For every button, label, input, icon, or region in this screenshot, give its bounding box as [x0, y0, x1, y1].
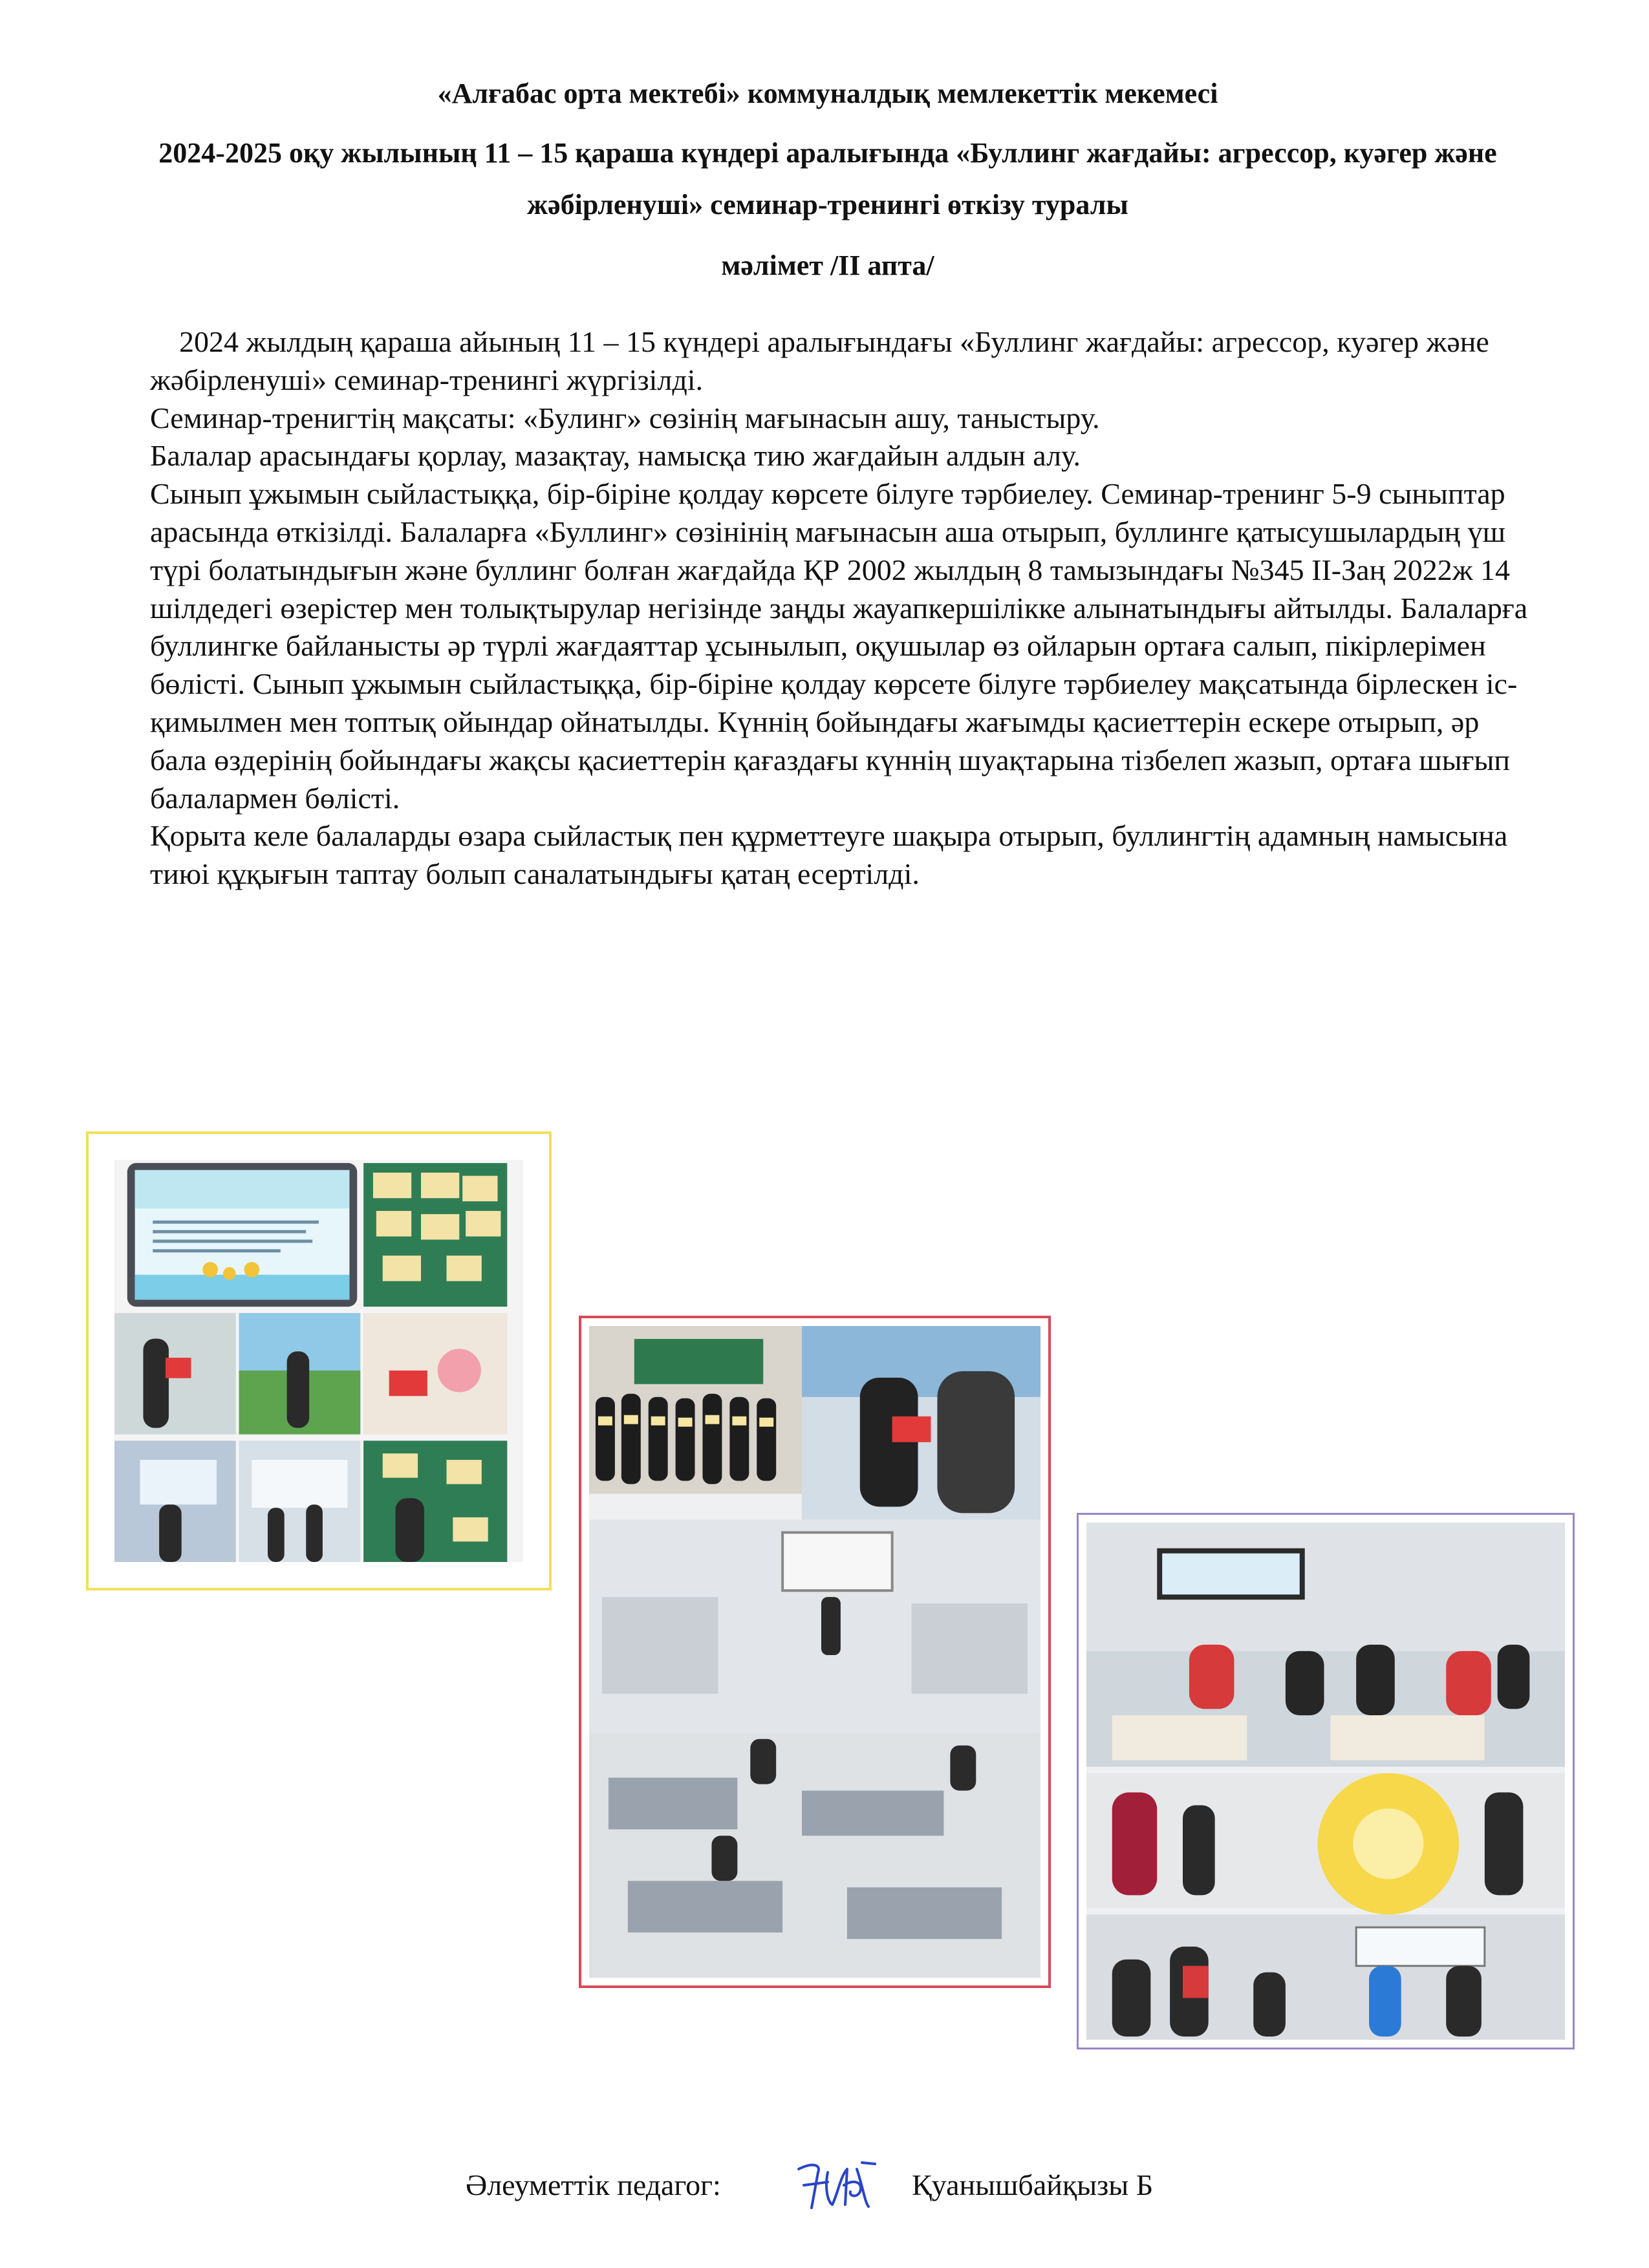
document-body	[150, 323, 1534, 893]
school-name: «Алғабас орта мектебі» коммуналдық мемлекеттік мекемесі	[437, 78, 1218, 109]
paragraph-conclusion: Қорыта келе балаларды өзара сыйластық пен құрметтеуге шақыра отырып, буллингтің адамның намысына тиюі құқығын таптау болып саналатындығы қатаң есертілді.	[150, 819, 1508, 891]
signatory-role: Әлеуметтік педагог:	[466, 2168, 721, 2201]
paragraph-goal: Семинар-тренигтің мақсаты: «Булинг» сөзінің мағынасын ашу, таныстыру.	[150, 401, 1100, 434]
signature-block	[466, 2156, 1306, 2214]
signatory-name: Қуанышбайқызы Б	[912, 2168, 1154, 2201]
collage-3-image	[1086, 1523, 1565, 2040]
paragraph-main: Сынып ұжымын сыйластыққа, бір-біріне қолдау көрсете білуге тәрбиелеу. Семинар-тренинг 5-9 сыныптар арасында өткізілді. Балаларға «Буллинг» сөзінінің мағынасын аша отырып, буллинге қатысушылардың үш түрі болатындығын және буллинг болған жағдайда ҚР 2002 жылдың 8 тамызындағы №345 II-Заң 2022ж 14 шілдедегі өзерістер мен толықтырулар негізінде заңды жауапкершілікке алынатындығы айтылды. Балаларға буллингке байланысты әр түрлі жағдаяттар ұсынылып, оқушылар өз ойларын ортаға салып, пікірлерімен бөлісті. Сынып ұжымын сыйластыққа, бір-біріне қолдау көрсете білуге тәрбиелеу мақсатында бірлескен іс-қимылмен мен топтық ойындар ойнатылды. Күннің бойындағы жағымды қасиеттерін ескере отырып, әр бала өздерінің бойындағы жақсы қасиеттерін қағаздағы күннің шуақтарына тізбелеп жазып, ортаға шығып балалармен бөлісті.	[150, 477, 1528, 815]
collage-2-image	[589, 1326, 1040, 1978]
collage-1-image	[114, 1160, 523, 1562]
document-subtitle: мәлімет /II апта/	[721, 250, 934, 281]
photo-collage-seminar	[86, 1131, 552, 1590]
paragraph-prevention: Балалар арасындағы қорлау, мазақтау, намысқа тию жағдайын алдын алу.	[150, 439, 1081, 473]
photo-collage-classroom-2	[1077, 1513, 1575, 2049]
handwritten-signature	[792, 2156, 883, 2214]
document-title: 2024-2025 оқу жылының 11 – 15 қараша күндері аралығында «Буллинг жағдайы: агрессор, куәгер және жәбірленуші» семинар-тренингі өткізу туралы	[158, 137, 1497, 220]
document-header	[116, 68, 1539, 292]
paragraph-intro: 2024 жылдың қараша айының 11 – 15 күндері аралығындағы «Буллинг жағдайы: агрессор, куәгер және жәбірленуші» семинар-тренингі жүргізілді.	[150, 325, 1489, 396]
photo-collage-classroom-1	[579, 1316, 1051, 1988]
